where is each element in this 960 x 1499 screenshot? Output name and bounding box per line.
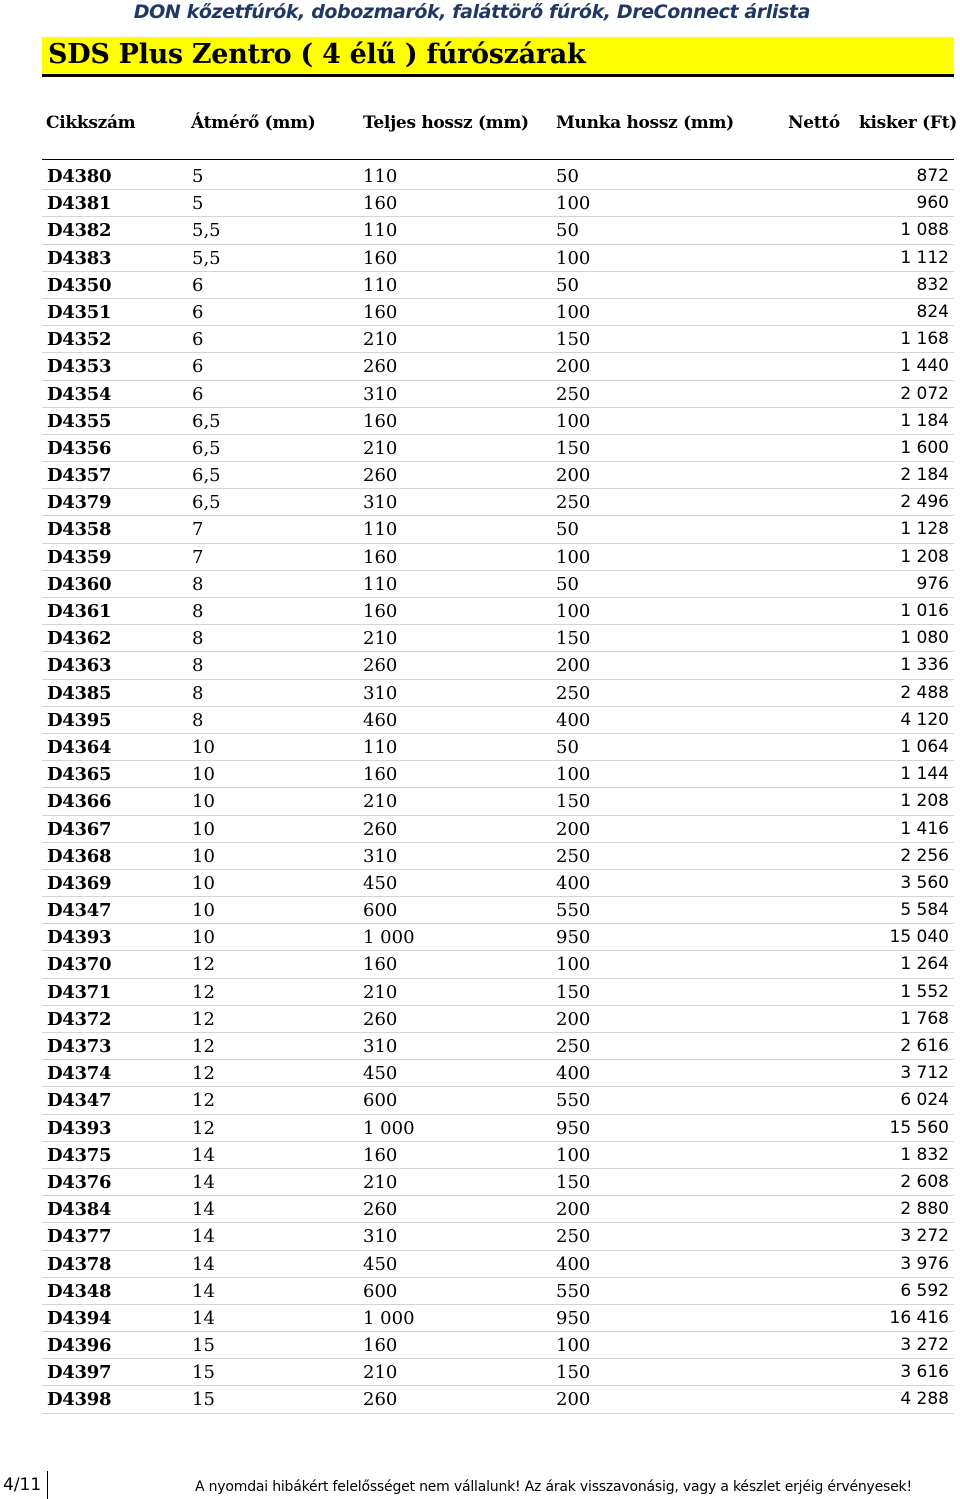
cell-diameter: 10	[192, 764, 215, 786]
cell-code: D4393	[47, 1117, 112, 1139]
cell-diameter: 14	[192, 1199, 215, 1221]
table-row	[42, 761, 954, 788]
cell-diameter: 8	[192, 628, 204, 650]
cell-diameter: 8	[192, 573, 204, 595]
cell-price: 2 880	[900, 1199, 949, 1220]
cell-code: D4359	[47, 546, 112, 568]
cell-total-length: 160	[363, 546, 398, 568]
cell-work-length: 200	[556, 1389, 591, 1411]
cell-code: D4370	[47, 954, 112, 976]
cell-work-length: 400	[556, 1253, 591, 1275]
cell-code: D4383	[47, 247, 112, 269]
table-row	[42, 1386, 954, 1413]
cell-price: 2 496	[900, 492, 949, 513]
cell-work-length: 150	[556, 628, 591, 650]
cell-code: D4357	[47, 465, 112, 487]
table-row	[42, 1305, 954, 1332]
cell-code: D4385	[47, 682, 112, 704]
column-header-total-length: Teljes hossz (mm)	[363, 113, 529, 133]
cell-diameter: 6	[192, 301, 204, 323]
cell-work-length: 150	[556, 1171, 591, 1193]
cell-diameter: 12	[192, 981, 215, 1003]
cell-code: D4348	[47, 1280, 112, 1302]
cell-total-length: 310	[363, 383, 398, 405]
cell-code: D4364	[47, 736, 112, 758]
table-row	[42, 571, 954, 598]
cell-diameter: 6	[192, 274, 204, 296]
cell-work-length: 400	[556, 709, 591, 731]
cell-work-length: 100	[556, 764, 591, 786]
cell-work-length: 150	[556, 981, 591, 1003]
cell-work-length: 550	[556, 1280, 591, 1302]
document-header	[0, 0, 960, 30]
cell-work-length: 50	[556, 736, 579, 758]
cell-work-length: 100	[556, 601, 591, 622]
cell-total-length: 160	[363, 954, 398, 976]
table-row	[42, 544, 954, 571]
cell-price: 1 064	[900, 736, 949, 757]
table-row	[42, 870, 954, 897]
cell-price: 2 184	[900, 465, 949, 486]
cell-price: 2 256	[900, 845, 949, 866]
cell-diameter: 12	[192, 954, 215, 976]
cell-code: D4381	[47, 193, 112, 215]
cell-price: 824	[916, 301, 949, 322]
cell-total-length: 160	[363, 301, 398, 323]
cell-code: D4366	[47, 791, 112, 813]
cell-work-length: 50	[556, 166, 579, 187]
cell-total-length: 450	[363, 1063, 398, 1085]
table-row	[42, 353, 954, 380]
cell-work-length: 250	[556, 682, 591, 704]
cell-diameter: 8	[192, 682, 204, 704]
cell-work-length: 50	[556, 519, 579, 541]
cell-price: 1 600	[900, 437, 949, 458]
cell-diameter: 5	[192, 193, 204, 215]
cell-total-length: 210	[363, 791, 398, 813]
cell-diameter: 12	[192, 1063, 215, 1085]
table-row	[42, 816, 954, 843]
cell-diameter: 10	[192, 736, 215, 758]
cell-price: 3 272	[900, 1226, 949, 1247]
cell-diameter: 6,5	[192, 437, 221, 459]
cell-diameter: 8	[192, 655, 204, 677]
cell-code: D4375	[47, 1144, 112, 1166]
column-header-diameter: Átmérő (mm)	[191, 113, 316, 133]
table-row	[42, 1278, 954, 1305]
table-row	[42, 190, 954, 217]
cell-code: D4356	[47, 437, 112, 459]
cell-work-length: 250	[556, 492, 591, 514]
cell-total-length: 1 000	[363, 1117, 415, 1139]
cell-price: 1 112	[900, 247, 949, 268]
cell-code: D4380	[47, 166, 112, 187]
cell-diameter: 12	[192, 1117, 215, 1139]
table-row	[42, 1332, 954, 1359]
cell-code: D4394	[47, 1307, 112, 1329]
cell-price: 1 336	[900, 655, 949, 676]
cell-price: 3 272	[900, 1335, 949, 1356]
cell-total-length: 160	[363, 247, 398, 269]
cell-work-length: 150	[556, 791, 591, 813]
cell-price: 5 584	[900, 900, 949, 921]
cell-code: D4365	[47, 764, 112, 786]
cell-work-length: 950	[556, 1117, 591, 1139]
cell-price: 6 592	[900, 1280, 949, 1301]
cell-diameter: 14	[192, 1253, 215, 1275]
cell-price: 872	[916, 166, 949, 186]
cell-diameter: 14	[192, 1226, 215, 1248]
cell-total-length: 310	[363, 1036, 398, 1057]
table-row	[42, 1196, 954, 1223]
cell-diameter: 12	[192, 1008, 215, 1030]
cell-code: D4373	[47, 1036, 112, 1057]
cell-total-length: 110	[363, 166, 398, 187]
cell-code: D4351	[47, 301, 112, 323]
cell-code: D4347	[47, 900, 112, 922]
cell-diameter: 5,5	[192, 247, 221, 269]
footer-disclaimer: A nyomdai hibákért felelősséget nem vállalunk! Az árak visszavonásig, vagy a készlet erjéig érvényesek!	[195, 1479, 912, 1495]
table-row	[42, 625, 954, 652]
cell-price: 1 016	[900, 601, 949, 621]
table-row	[42, 245, 954, 272]
cell-total-length: 160	[363, 601, 398, 622]
column-header-retail: kisker (Ft)	[859, 113, 957, 133]
cell-diameter: 6	[192, 383, 204, 405]
table-row	[42, 1142, 954, 1169]
cell-price: 15 040	[889, 927, 949, 948]
table-row	[42, 1087, 954, 1114]
cell-code: D4352	[47, 329, 112, 351]
header-divider	[42, 159, 954, 160]
cell-work-length: 100	[556, 301, 591, 323]
cell-price: 3 976	[900, 1253, 949, 1274]
cell-code: D4358	[47, 519, 112, 541]
cell-code: D4395	[47, 709, 112, 731]
cell-code: D4378	[47, 1253, 112, 1275]
cell-total-length: 260	[363, 655, 398, 677]
cell-work-length: 250	[556, 845, 591, 867]
cell-total-length: 1 000	[363, 1307, 415, 1329]
cell-total-length: 1 000	[363, 927, 415, 949]
table-row	[42, 326, 954, 353]
table-row	[42, 598, 954, 625]
column-header-net: Nettó	[788, 113, 840, 133]
cell-price: 1 184	[900, 410, 949, 431]
cell-work-length: 100	[556, 954, 591, 976]
cell-diameter: 12	[192, 1036, 215, 1057]
cell-total-length: 260	[363, 465, 398, 487]
table-row	[42, 680, 954, 707]
cell-work-length: 100	[556, 193, 591, 215]
table-row	[42, 462, 954, 489]
cell-price: 1 128	[900, 519, 949, 540]
cell-price: 3 616	[900, 1362, 949, 1383]
table-row	[42, 1006, 954, 1033]
cell-price: 15 560	[889, 1117, 949, 1138]
cell-diameter: 10	[192, 927, 215, 949]
cell-code: D4360	[47, 573, 112, 595]
cell-price: 1 552	[900, 981, 949, 1002]
table-row	[42, 1359, 954, 1386]
table-row	[42, 924, 954, 951]
cell-code: D4384	[47, 1199, 112, 1221]
table-row	[42, 951, 954, 978]
cell-total-length: 210	[363, 437, 398, 459]
column-header-code: Cikkszám	[46, 113, 136, 133]
cell-work-length: 200	[556, 356, 591, 378]
cell-total-length: 160	[363, 764, 398, 786]
cell-code: D4363	[47, 655, 112, 677]
cell-total-length: 160	[363, 193, 398, 215]
cell-total-length: 310	[363, 845, 398, 867]
table-row	[42, 734, 954, 761]
cell-total-length: 600	[363, 1280, 398, 1302]
cell-total-length: 460	[363, 709, 398, 731]
cell-work-length: 50	[556, 220, 579, 242]
cell-work-length: 250	[556, 1226, 591, 1248]
cell-price: 4 120	[900, 709, 949, 730]
cell-total-length: 600	[363, 900, 398, 922]
cell-work-length: 150	[556, 329, 591, 351]
cell-price: 2 072	[900, 383, 949, 404]
cell-price: 1 832	[900, 1144, 949, 1165]
table-row	[42, 1060, 954, 1087]
cell-work-length: 100	[556, 410, 591, 432]
section-title: SDS Plus Zentro ( 4 élű ) fúrószárak	[48, 39, 586, 70]
cell-code: D4350	[47, 274, 112, 296]
cell-diameter: 15	[192, 1362, 215, 1384]
cell-diameter: 6,5	[192, 492, 221, 514]
cell-total-length: 210	[363, 981, 398, 1003]
cell-work-length: 150	[556, 437, 591, 459]
cell-total-length: 110	[363, 519, 398, 541]
cell-total-length: 450	[363, 1253, 398, 1275]
cell-diameter: 15	[192, 1335, 215, 1357]
cell-diameter: 12	[192, 1090, 215, 1112]
cell-total-length: 210	[363, 1171, 398, 1193]
table-row	[42, 217, 954, 244]
cell-price: 1 208	[900, 546, 949, 567]
cell-work-length: 150	[556, 1362, 591, 1384]
cell-price: 2 488	[900, 682, 949, 703]
cell-price: 3 560	[900, 872, 949, 893]
cell-code: D4379	[47, 492, 112, 514]
cell-work-length: 550	[556, 900, 591, 922]
cell-work-length: 550	[556, 1090, 591, 1112]
cell-work-length: 400	[556, 872, 591, 894]
cell-work-length: 50	[556, 573, 579, 595]
table-row	[42, 652, 954, 679]
column-header-work-length: Munka hossz (mm)	[556, 113, 734, 133]
table-row	[42, 1223, 954, 1250]
cell-code: D4376	[47, 1171, 112, 1193]
cell-price: 1 168	[900, 329, 949, 350]
cell-total-length: 210	[363, 1362, 398, 1384]
cell-work-length: 400	[556, 1063, 591, 1085]
cell-code: D4367	[47, 818, 112, 840]
cell-work-length: 100	[556, 546, 591, 568]
cell-total-length: 110	[363, 573, 398, 595]
cell-total-length: 110	[363, 736, 398, 758]
cell-diameter: 6,5	[192, 410, 221, 432]
cell-total-length: 260	[363, 1199, 398, 1221]
cell-price: 1 440	[900, 356, 949, 377]
cell-price: 1 208	[900, 791, 949, 812]
cell-price: 16 416	[889, 1307, 949, 1328]
cell-work-length: 950	[556, 1307, 591, 1329]
cell-total-length: 110	[363, 274, 398, 296]
cell-work-length: 250	[556, 383, 591, 405]
cell-total-length: 210	[363, 628, 398, 650]
cell-price: 1 080	[900, 628, 949, 649]
cell-work-length: 50	[556, 274, 579, 296]
cell-code: D4369	[47, 872, 112, 894]
cell-diameter: 6	[192, 329, 204, 351]
cell-total-length: 260	[363, 1008, 398, 1030]
cell-diameter: 5	[192, 166, 204, 187]
cell-work-length: 100	[556, 1144, 591, 1166]
cell-work-length: 100	[556, 1335, 591, 1357]
cell-diameter: 10	[192, 791, 215, 813]
cell-price: 6 024	[900, 1090, 949, 1111]
cell-price: 2 616	[900, 1036, 949, 1056]
cell-price: 976	[916, 573, 949, 594]
cell-price: 1 264	[900, 954, 949, 975]
table-row	[42, 843, 954, 870]
cell-code: D4372	[47, 1008, 112, 1030]
cell-price: 832	[916, 274, 949, 295]
cell-code: D4396	[47, 1335, 112, 1357]
table-row	[42, 516, 954, 543]
table-row	[42, 299, 954, 326]
cell-total-length: 450	[363, 872, 398, 894]
cell-diameter: 14	[192, 1171, 215, 1193]
cell-work-length: 100	[556, 247, 591, 269]
cell-work-length: 200	[556, 818, 591, 840]
cell-total-length: 110	[363, 220, 398, 242]
cell-work-length: 250	[556, 1036, 591, 1057]
cell-total-length: 260	[363, 818, 398, 840]
cell-diameter: 8	[192, 601, 204, 622]
cell-total-length: 310	[363, 682, 398, 704]
cell-diameter: 10	[192, 872, 215, 894]
cell-diameter: 5,5	[192, 220, 221, 242]
cell-price: 1 088	[900, 220, 949, 241]
table-row	[42, 435, 954, 462]
cell-code: D4354	[47, 383, 112, 405]
table-row	[42, 163, 954, 190]
table-row	[42, 979, 954, 1006]
cell-work-length: 200	[556, 1008, 591, 1030]
cell-price: 1 768	[900, 1008, 949, 1029]
page-number: 4/11	[3, 1475, 42, 1495]
table-row	[42, 1115, 954, 1142]
cell-diameter: 6	[192, 356, 204, 378]
cell-diameter: 14	[192, 1144, 215, 1166]
table-row	[42, 1251, 954, 1278]
cell-diameter: 6,5	[192, 465, 221, 487]
footer-divider	[47, 1471, 48, 1499]
cell-diameter: 15	[192, 1389, 215, 1411]
cell-code: D4353	[47, 356, 112, 378]
cell-price: 960	[916, 193, 949, 214]
cell-total-length: 310	[363, 492, 398, 514]
cell-code: D4361	[47, 601, 112, 622]
cell-diameter: 7	[192, 519, 204, 541]
cell-work-length: 200	[556, 465, 591, 487]
cell-diameter: 10	[192, 900, 215, 922]
table-row	[42, 707, 954, 734]
cell-price: 4 288	[900, 1389, 949, 1410]
cell-price: 1 416	[900, 818, 949, 839]
cell-code: D4377	[47, 1226, 112, 1248]
table-row	[42, 788, 954, 815]
cell-code: D4398	[47, 1389, 112, 1411]
cell-code: D4397	[47, 1362, 112, 1384]
cell-code: D4374	[47, 1063, 112, 1085]
table-row	[42, 272, 954, 299]
cell-code: D4362	[47, 628, 112, 650]
cell-code: D4371	[47, 981, 112, 1003]
price-table	[42, 163, 954, 1414]
cell-diameter: 8	[192, 709, 204, 731]
cell-work-length: 950	[556, 927, 591, 949]
cell-diameter: 14	[192, 1280, 215, 1302]
cell-diameter: 14	[192, 1307, 215, 1329]
cell-total-length: 600	[363, 1090, 398, 1112]
cell-price: 1 144	[900, 764, 949, 785]
table-row	[42, 1033, 954, 1060]
table-row	[42, 489, 954, 516]
table-row	[42, 1169, 954, 1196]
cell-code: D4382	[47, 220, 112, 242]
cell-total-length: 260	[363, 356, 398, 378]
cell-total-length: 160	[363, 410, 398, 432]
table-row	[42, 897, 954, 924]
table-row	[42, 381, 954, 408]
cell-total-length: 210	[363, 329, 398, 351]
cell-work-length: 200	[556, 655, 591, 677]
cell-diameter: 10	[192, 818, 215, 840]
cell-work-length: 200	[556, 1199, 591, 1221]
cell-code: D4393	[47, 927, 112, 949]
cell-diameter: 10	[192, 845, 215, 867]
cell-diameter: 7	[192, 546, 204, 568]
cell-code: D4347	[47, 1090, 112, 1112]
cell-price: 2 608	[900, 1171, 949, 1192]
cell-price: 3 712	[900, 1063, 949, 1084]
header-text: DON kőzetfúrók, dobozmarók, faláttörő fúrók, DreConnect árlista	[133, 1, 810, 23]
cell-total-length: 160	[363, 1144, 398, 1166]
cell-total-length: 160	[363, 1335, 398, 1357]
cell-code: D4368	[47, 845, 112, 867]
cell-code: D4355	[47, 410, 112, 432]
cell-total-length: 260	[363, 1389, 398, 1411]
table-row	[42, 408, 954, 435]
section-title-bar	[42, 37, 954, 77]
cell-total-length: 310	[363, 1226, 398, 1248]
